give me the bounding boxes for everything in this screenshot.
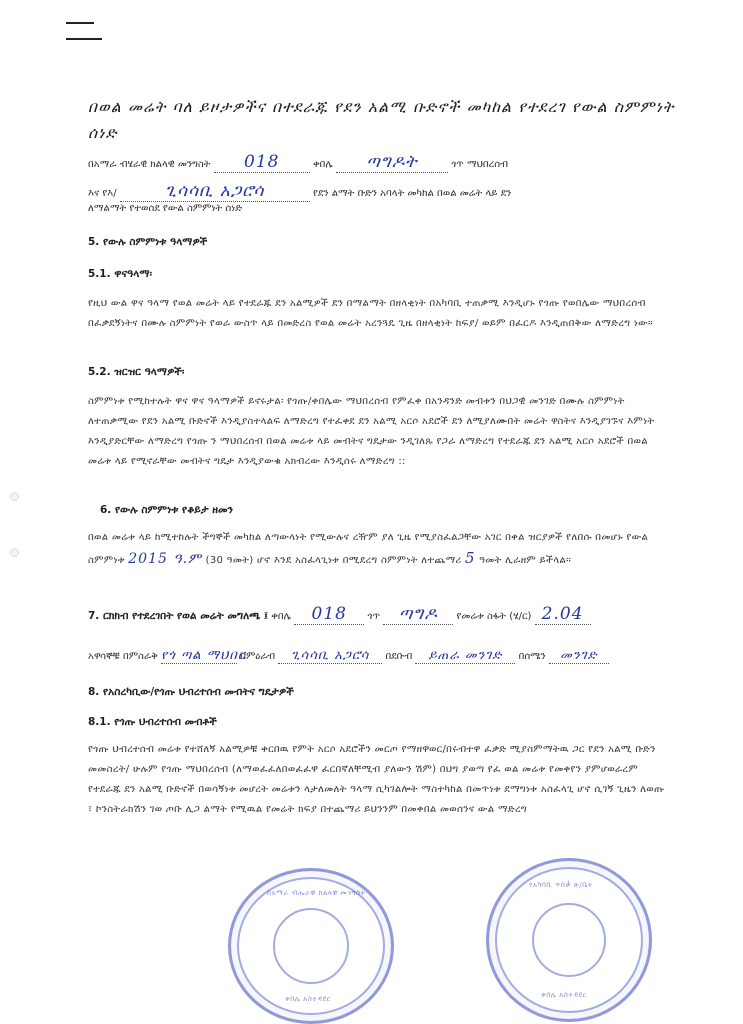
left-stamp-ring-text: በአማራ ብሔራዊ ክልላዊ መንግስት: [267, 889, 366, 897]
right-stamp-emblem: [532, 903, 606, 977]
intro-group-value: ጊሳሳቢ አጋሮሳ: [165, 181, 265, 201]
corner-mark: [66, 38, 102, 40]
intro-line2-suffix: የደን ልማት ቡድን አባላት መካከል በወል መሬት ላይ ደን: [312, 188, 512, 199]
intro-line-3: ለማልማት የተወሰደ የውል ስምምነት ሰነድ: [88, 203, 243, 214]
section-7-village-value: ጣግዶ: [398, 604, 438, 624]
corner-mark: [66, 22, 94, 24]
section-7-south-value: ይጠራ መንገድ: [428, 648, 503, 663]
section-5-2-heading: 5.2. ዝርዝር ዓላማዎች፡: [88, 366, 185, 378]
section-5-heading: 5. የውሉ ስምምነቱ ዓላማዎች: [88, 236, 208, 248]
section-5-1-heading: 5.1. ዋናዓላማ፡: [88, 268, 152, 280]
section-7-area-label: የመሬቱ ስፋት (ሄ/ር): [456, 611, 532, 622]
left-stamp-ring-bottom: ቀበሌ አስተዳደር: [285, 995, 332, 1003]
document-title: በወል መሬት ባለ ይዞታዎችና በተደራጁ የደን አልሚ ቡድኖች መካከል የተደረገ የውል ስምምነት ሰነድ: [88, 98, 675, 142]
section-7-line-1: [88, 604, 591, 625]
section-7-east-label: አዋሳኞቹ በምስራቅ: [88, 651, 158, 662]
section-7-village-label: ጎጥ: [367, 611, 381, 622]
intro-kebele-value: 018: [244, 152, 280, 172]
right-stamp-ring-text: የአካባቢ ጥበቃ ጽ/ቤት: [529, 881, 593, 889]
section-7-south-label: በደቡብ: [385, 651, 413, 662]
intro-village-value: ጣግዶት: [366, 152, 418, 172]
intro-line-2: [88, 181, 511, 202]
right-official-stamp: [486, 858, 652, 1022]
intro-suffix: ጎጥ ማህበረሰብ: [451, 159, 509, 170]
section-6-handwritten-extra: 5: [465, 549, 476, 567]
right-stamp-ring-bottom: ቀበሌ አስተዳደር: [541, 991, 588, 999]
section-5-2-text: ስምምነቱ የሚከተሉት ዋና ዋና ዓላማዎች ይኖሩታል፡ የጎጡ/ቀበሌው ማህበረሰብ የምፈቀ በአንዳንድ መብቱን በህጋዊ መንገድ በሙሉ ስምምነት ለተጠቃሚው የደን አልሚ ቡድኖች እንዲያስተላልፍ ለማድረግ የተፈቀደ ደን አልሚ አርሶ አደሮች ደን ለሚያለሙበት መሬት ዋስትና እንዲያገኙና እምነት እንዲያድርቸው ለማድረግ የጎጡ ን ማህበረሰብ በወል መሬቱ ላይ መብትና ግዴታው ንዲገለጹ የጋራ ለማድረግ የተደራጁ ደን አልሚ አርሶ አደሮች በወል መሬቱ ላይ የሚኖራቸው መብትና ግዴታ እንዲያውቁ አክብረው እንዲሰሩ ለማድረግ ::: [88, 396, 655, 467]
section-6-text-a: በወል መሬቱ ላይ ከሚተከሉት ችግኞች መካከል ለጣውላነት የሚውሉና ረዥም ያለ ጊዜ የሚያስፈልጋቸው አገር በቀል ዝርያዎች የለበሱ በመሆኑ የውል ስምምነቱ: [88, 532, 649, 566]
intro-prefix: በአማራ ብሄራዊ ክልላዊ መንግስት: [88, 159, 211, 170]
section-7-east-value: የጎ ጣል ማህበር: [161, 648, 247, 663]
punch-hole: [10, 548, 19, 557]
intro-kebele-label: ቀበሌ: [312, 159, 333, 170]
section-7-north-value: መንገድ: [560, 648, 598, 663]
intro-line-1: [88, 152, 508, 173]
punch-hole: [10, 492, 19, 501]
section-6-heading: 6. የውሉ ስምምነቱ የቆይታ ዘመን: [100, 504, 233, 516]
section-6-text: [88, 528, 668, 571]
intro-line2-prefix: እና የእ/: [88, 188, 117, 199]
section-6-handwritten-year: 2015 ዓ.ም: [128, 551, 203, 567]
section-6-text-c: ዓመት ሊራዘም ይችላል።: [479, 555, 572, 566]
left-stamp-emblem: [273, 908, 349, 984]
section-7-heading: 7. ርክክብ የተደረገበት የወል መሬት መግለጫ ፤: [88, 610, 269, 622]
section-8-heading: 8. የአስረካቢው/የጎጡ ህብረተሰብ መብትና ግዴታዎች: [88, 686, 294, 698]
left-official-stamp: [228, 868, 394, 1024]
section-7-north-label: በሰሜን: [518, 651, 546, 662]
section-6-text-b: (30 ዓመት) ሆኖ እንደ አስፈላጊነቱ በሚደረግ ስምምነት ለተጨማሪ: [205, 555, 462, 566]
section-8-1-heading: 8.1. የጎጡ ህብረተሰብ መብቶች: [88, 716, 217, 728]
section-7-area-value: 2.04: [541, 604, 584, 624]
section-7-kebele-value: 018: [311, 604, 347, 624]
section-8-1-text: የጎጡ ህብረተሰብ መሬቱ የተሸለኝ አልሚዎቹ ቀርበዉ የምት አርሶ አደሮችን መርጦ የማዘዋወር/በሩብተዋ ፈቃድ ሚያስምማትዉ ጋር የደን አልሚ ቡድን መመስረት/ ሁሉም የጎጡ ማህበረሰብ (ለማወፈፈለበወፈፈዋ ፈርበኛለቸሚብ ያለውን ሽም) በህግ ያወጣ የፈ ወል መሬቱ የመቀየን ያምሆወራረም የተደራጁ ደን አልሚ ቡድኖች በወሳኝነቱ መሆረት መሬቱን ላታለመለት ዓላማ ሲካገልሎት ማስተካከል በመጥነቱ ደማግነቱ አስፈላጊ ሆኖ ሲገኝ ጊዜን ለወጡ ፣ ኮንስትራክሽን ገወ ጦቡ ሊጋ ልማት የሚዉል የመሬት ክፍያ በተጨማሪ ይህንንም በመቀበል መወሰንና ውል ማድረግ: [88, 744, 665, 815]
section-7-west-label: በምዕራብ: [240, 651, 276, 662]
section-7-line-2: [88, 648, 609, 664]
section-7-kebele-label: ቀበሌ: [271, 611, 292, 622]
section-7-west-value: ጊሳሳቢ አጋሮሳ: [291, 648, 370, 663]
section-5-1-text: የዚህ ውል ዋና ዓላማ የወል መሬት ላይ የተደራጁ ደን አልሚዎች ደን በማልማት በዘላቂነት በአካባቢ ተጠቃሚ እንዲሆኑ የጎጡ የወበሌው ማህበረሰብ በፈቃደኝነትና በሙሉ ስምምነት የወራ ውስጥ ላይ በመድረስ የወል መሬት አረንጓዴ ጊዜ በዘላቂነት ከፍያ/ ወይም በፈርዶ እንዲጠበቅው ለማድረግ ነው።: [88, 298, 653, 329]
